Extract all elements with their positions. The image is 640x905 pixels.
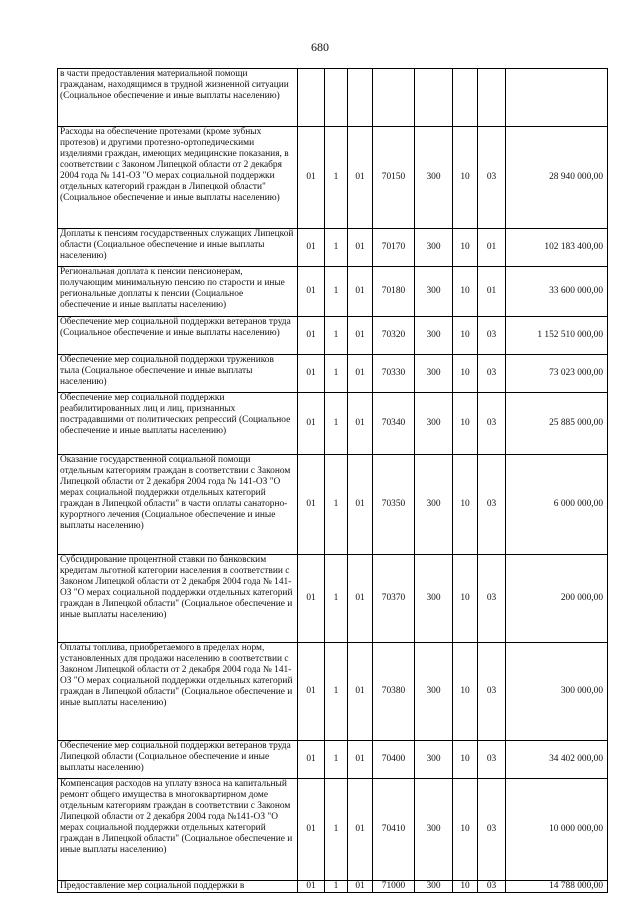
code-7: 03 — [478, 393, 506, 455]
code-4: 70400 — [373, 741, 415, 779]
code-3: 01 — [348, 741, 373, 779]
code-1: 01 — [298, 881, 325, 893]
code-7: 03 — [478, 643, 506, 741]
row-description: Региональная доплата к пенсии пенсионерам, получающим минимальную пенсию по старости и иные региональные доплаты к пенсии (Социальное обеспечение и иные выплаты населению) — [58, 267, 298, 317]
code-7 — [478, 69, 506, 127]
code-6: 10 — [453, 779, 478, 881]
code-6: 10 — [453, 229, 478, 267]
code-5: 300 — [415, 127, 453, 229]
code-1: 01 — [298, 229, 325, 267]
code-2: 1 — [325, 317, 348, 355]
code-4: 70180 — [373, 267, 415, 317]
code-7: 03 — [478, 555, 506, 643]
row-amount: 25 885 000,00 — [506, 393, 608, 455]
table-row — [58, 127, 608, 229]
code-3 — [348, 69, 373, 127]
row-description: Обеспечение мер социальной поддержки ветеранов труда (Социальное обеспечение и иные выплаты населению) — [58, 317, 298, 355]
code-3: 01 — [348, 317, 373, 355]
row-description: в части предоставления материальной помощи гражданам, находящимся в трудной жизненной ситуации (Социальное обеспечение и иные выплаты населению) — [58, 69, 298, 127]
code-4: 70380 — [373, 643, 415, 741]
row-description: Компенсация расходов на уплату взноса на капитальный ремонт общего имущества в многоквартирном доме отдельным категориям граждан в соответствии с Законом Липецкой области от 2 декабря 2004 года №141-ОЗ "О мерах социальной поддержки отдельных категорий граждан в Липецкой области" (Социальное обеспечение и иные выплаты населению) — [58, 779, 298, 881]
row-amount: 28 940 000,00 — [506, 127, 608, 229]
code-4: 70150 — [373, 127, 415, 229]
code-1 — [298, 69, 325, 127]
table-row — [58, 69, 608, 127]
code-6: 10 — [453, 555, 478, 643]
code-2: 1 — [325, 555, 348, 643]
budget-table — [57, 68, 608, 893]
budget-table-body — [58, 69, 608, 893]
code-2: 1 — [325, 643, 348, 741]
table-row — [58, 267, 608, 317]
code-6: 10 — [453, 317, 478, 355]
code-2: 1 — [325, 455, 348, 555]
code-2: 1 — [325, 779, 348, 881]
code-6: 10 — [453, 355, 478, 393]
code-7: 03 — [478, 455, 506, 555]
code-1: 01 — [298, 317, 325, 355]
code-5: 300 — [415, 229, 453, 267]
code-3: 01 — [348, 229, 373, 267]
row-description: Расходы на обеспечение протезами (кроме зубных протезов) и другими протезно-ортопедическими изделиями граждан, имеющих медицинские показания, в соответствии с Законом Липецкой области от 2 декабря 2004 года № 141-ОЗ "О мерах социальной поддержки отдельных категорий граждан в Липецкой области" (Социальное обеспечение и иные выплаты населению) — [58, 127, 298, 229]
code-6: 10 — [453, 881, 478, 893]
row-description: Оказание государственной социальной помощи отдельным категориям граждан в соответствии с Законом Липецкой области от 2 декабря 2004 года № 141-ОЗ "О мерах социальной поддержки отдельных категорий граждан в Липецкой области" в части оплаты санаторно-курортного лечения (Социальное обеспечение и иные выплаты населению) — [58, 455, 298, 555]
code-6 — [453, 69, 478, 127]
code-3: 01 — [348, 643, 373, 741]
table-row — [58, 643, 608, 741]
code-7: 03 — [478, 355, 506, 393]
code-7: 03 — [478, 317, 506, 355]
table-row — [58, 455, 608, 555]
code-7: 03 — [478, 127, 506, 229]
code-6: 10 — [453, 127, 478, 229]
code-5: 300 — [415, 455, 453, 555]
code-6: 10 — [453, 741, 478, 779]
code-1: 01 — [298, 127, 325, 229]
code-2: 1 — [325, 267, 348, 317]
table-row — [58, 741, 608, 779]
code-6: 10 — [453, 393, 478, 455]
code-4: 70410 — [373, 779, 415, 881]
table-row — [58, 229, 608, 267]
row-description: Обеспечение мер социальной поддержки ветеранов труда Липецкой области (Социальное обеспечение и иные выплаты населению) — [58, 741, 298, 779]
code-4: 70370 — [373, 555, 415, 643]
code-5: 300 — [415, 267, 453, 317]
table-row — [58, 355, 608, 393]
row-amount — [506, 69, 608, 127]
page-number: 680 — [311, 40, 329, 54]
row-amount: 10 000 000,00 — [506, 779, 608, 881]
code-1: 01 — [298, 355, 325, 393]
code-2: 1 — [325, 229, 348, 267]
code-4: 70170 — [373, 229, 415, 267]
code-5: 300 — [415, 643, 453, 741]
code-3: 01 — [348, 881, 373, 893]
code-7: 03 — [478, 881, 506, 893]
row-description: Субсидирование процентной ставки по банковским кредитам льготной категории населения в соответствии с Законом Липецкой области от 2 декабря 2004 года № 141-ОЗ "О мерах социальной поддержки отдельных категорий граждан в Липецкой области" (Социальное обеспечение и иные выплаты населению) — [58, 555, 298, 643]
row-amount: 6 000 000,00 — [506, 455, 608, 555]
row-amount: 34 402 000,00 — [506, 741, 608, 779]
row-description: Обеспечение мер социальной поддержки реабилитированных лиц и лиц, признанных пострадавшими от политических репрессий (Социальное обеспечение и иные выплаты населению) — [58, 393, 298, 455]
code-7: 01 — [478, 267, 506, 317]
code-2: 1 — [325, 393, 348, 455]
code-2: 1 — [325, 127, 348, 229]
code-3: 01 — [348, 127, 373, 229]
code-4 — [373, 69, 415, 127]
code-3: 01 — [348, 455, 373, 555]
row-amount: 102 183 400,00 — [506, 229, 608, 267]
code-1: 01 — [298, 643, 325, 741]
row-amount: 1 152 510 000,00 — [506, 317, 608, 355]
code-6: 10 — [453, 643, 478, 741]
code-1: 01 — [298, 741, 325, 779]
code-7: 03 — [478, 741, 506, 779]
code-1: 01 — [298, 267, 325, 317]
code-7: 01 — [478, 229, 506, 267]
code-1: 01 — [298, 455, 325, 555]
code-3: 01 — [348, 355, 373, 393]
row-amount: 73 023 000,00 — [506, 355, 608, 393]
code-6: 10 — [453, 267, 478, 317]
code-2: 1 — [325, 355, 348, 393]
code-2: 1 — [325, 881, 348, 893]
table-row — [58, 881, 608, 893]
code-1: 01 — [298, 779, 325, 881]
row-description: Обеспечение мер социальной поддержки тружеников тыла (Социальное обеспечение и иные выплаты населению) — [58, 355, 298, 393]
code-2: 1 — [325, 741, 348, 779]
code-6: 10 — [453, 455, 478, 555]
code-3: 01 — [348, 267, 373, 317]
row-description: Предоставление мер социальной поддержки в — [58, 881, 298, 893]
code-3: 01 — [348, 555, 373, 643]
code-5: 300 — [415, 881, 453, 893]
code-5: 300 — [415, 779, 453, 881]
code-5: 300 — [415, 741, 453, 779]
code-4: 70330 — [373, 355, 415, 393]
code-5: 300 — [415, 555, 453, 643]
code-4: 70320 — [373, 317, 415, 355]
table-row — [58, 317, 608, 355]
table-row — [58, 555, 608, 643]
code-1: 01 — [298, 393, 325, 455]
code-5 — [415, 69, 453, 127]
code-2 — [325, 69, 348, 127]
row-amount: 200 000,00 — [506, 555, 608, 643]
code-3: 01 — [348, 393, 373, 455]
row-amount: 33 600 000,00 — [506, 267, 608, 317]
code-4: 71000 — [373, 881, 415, 893]
code-4: 70340 — [373, 393, 415, 455]
code-3: 01 — [348, 779, 373, 881]
code-1: 01 — [298, 555, 325, 643]
table-row — [58, 393, 608, 455]
row-description: Доплаты к пенсиям государственных служащих Липецкой области (Социальное обеспечение и иные выплаты населению) — [58, 229, 298, 267]
code-5: 300 — [415, 393, 453, 455]
row-amount: 14 788 000,00 — [506, 881, 608, 893]
code-5: 300 — [415, 355, 453, 393]
code-4: 70350 — [373, 455, 415, 555]
table-row — [58, 779, 608, 881]
code-7: 03 — [478, 779, 506, 881]
row-description: Оплаты топлива, приобретаемого в пределах норм, установленных для продажи населению в соответствии с Законом Липецкой области от 2 декабря 2004 года № 141-ОЗ "О мерах социальной поддержки отдельных категорий граждан в Липецкой области" (Социальное обеспечение и иные выплаты населению) — [58, 643, 298, 741]
row-amount: 300 000,00 — [506, 643, 608, 741]
code-5: 300 — [415, 317, 453, 355]
